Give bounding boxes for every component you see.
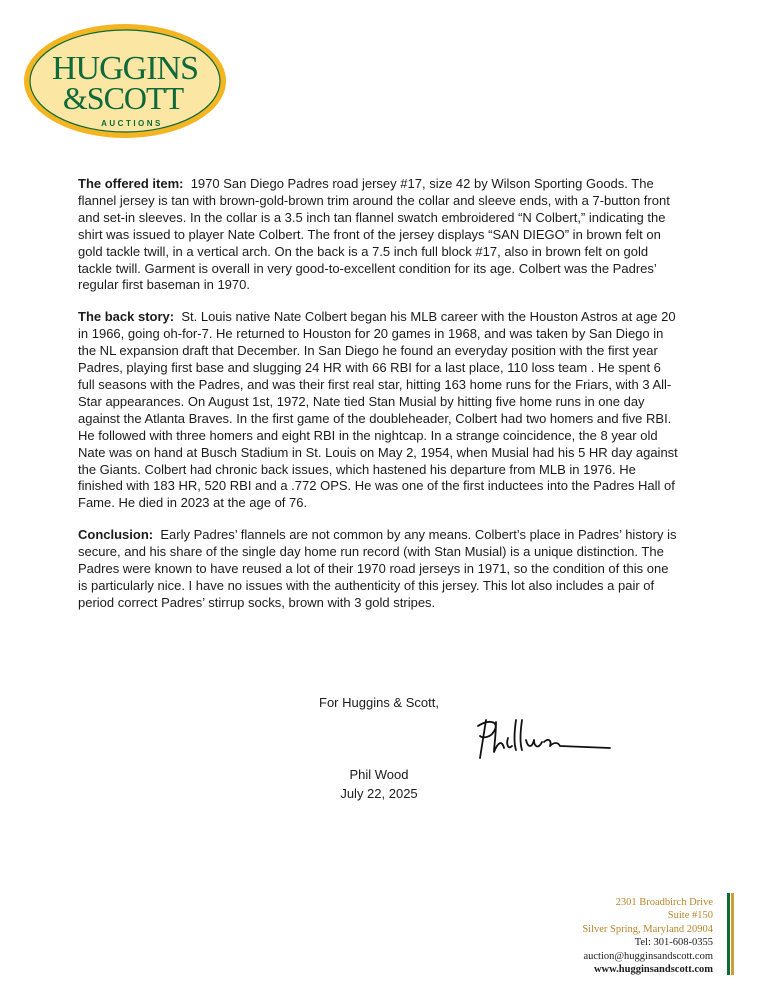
address-block <box>582 896 713 976</box>
section-text: 1970 San Diego Padres road jersey #17, size 42 by Wilson Sporting Goods. The flannel jersey is tan with brown-gold-brown trim around the collar and sleeve ends, with a 7-button front and set-in sleeves. In the collar is a 3.5 inch tan flannel swatch embroidered “N Colbert,” indicating the shirt was issued to player Nate Colbert. The front of the jersey displays “SAN DIEGO” in brown felt on gold tackle twill, in a vertical arch. On the back is a 7.5 inch full block #17, also in brown felt on gold tackle twill. Garment is overall in very good-to-excellent condition for its age. Colbert was the Padres’ regular first baseman in 1970. <box>78 176 670 293</box>
logo-line-huggins: HUGGINS <box>52 50 198 87</box>
address-suite: Suite #150 <box>667 910 713 922</box>
signer-name: Phil Wood <box>349 767 409 782</box>
section-offered-item <box>78 176 678 294</box>
handwritten-signature <box>472 712 612 764</box>
section-heading: The back story: <box>78 309 175 325</box>
address-phone: Tel: 301-608-0355 <box>634 937 713 949</box>
accent-bar-gold <box>731 893 734 975</box>
letter-body <box>78 176 678 627</box>
section-conclusion <box>78 527 678 612</box>
logo-line-auctions: AUCTIONS <box>101 119 163 128</box>
logo-line-scott: &SCOTT <box>62 80 184 116</box>
accent-bar-green <box>727 893 730 975</box>
address-email: auction@hugginsandscott.com <box>583 950 713 962</box>
section-heading: Conclusion: <box>78 527 154 543</box>
address-street: 2301 Broadbirch Drive <box>615 897 713 908</box>
signoff-date: July 22, 2025 <box>340 786 418 801</box>
huggins-scott-logo <box>22 22 228 140</box>
address-city: Silver Spring, Maryland 20904 <box>582 923 713 935</box>
signoff-for-line: For Huggins & Scott, <box>319 695 439 710</box>
section-text: St. Louis native Nate Colbert began his MLB career with the Houston Astros at age 20 in 1966, going oh-for-7. He returned to Houston for 20 games in 1968, and was taken by San Diego in the NL expansion draft that December. In San Diego he found an everyday position with the first year Padres, playing first base and slugging 24 HR with 66 RBI for a last place, 110 loss team . He spent 6 full seasons with the Padres, and was their first real star, hitting 163 home runs for the Friars, with 3 All-Star appearances. On August 1st, 1972, Nate tied Stan Musial by hitting five home runs in one day against the Atlanta Braves. In the first game of the doubleheader, Colbert had two homers and five RBI. He followed with three homers and eight RBI in the nightcap. In a strange coincidence, the 8 year old Nate was on hand at Busch Stadium in St. Louis on May 2, 1954, when Musial had his 5 HR day against the Giants. Colbert had chronic back issues, which hastened his departure from MLB in 1976. He finished with 183 HR, 520 RBI and a .772 OPS. He was one of the first inductees into the Padres Hall of Fame. He died in 2023 at the age of 76. <box>78 309 678 511</box>
address-website: www.hugginsandscott.com <box>593 964 713 976</box>
section-text: Early Padres’ flannels are not common by any means. Colbert’s place in Padres’ history is secure, and his share of the single day home run record (with Stan Musial) is a unique distinction. The Padres were known to have reused a lot of their 1970 road jerseys in 1971, so the condition of this one is particularly nice. I have no issues with the authenticity of this jersey. This lot also includes a pair of period correct Padres’ stirrup socks, brown with 3 gold stripes. <box>78 527 677 610</box>
section-heading: The offered item: <box>78 176 184 191</box>
section-back-story <box>78 309 678 512</box>
